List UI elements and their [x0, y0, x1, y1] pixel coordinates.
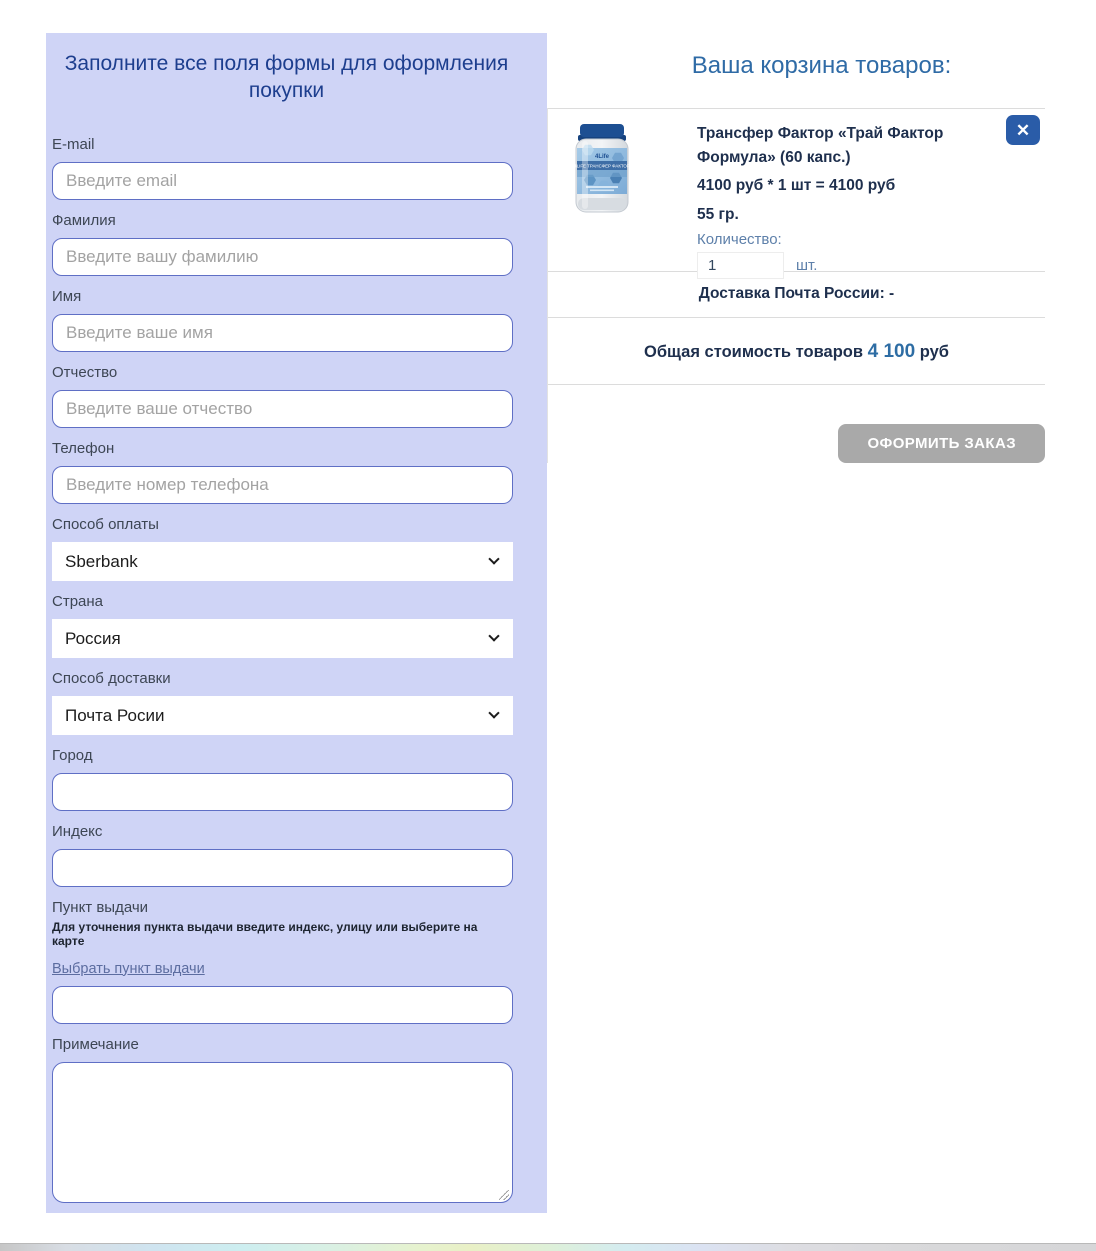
form-title: Заполните все поля формы для оформления покупки	[64, 52, 509, 103]
country-select[interactable]	[52, 619, 513, 658]
checkout-form-panel	[46, 33, 547, 1213]
cart-total-row	[548, 317, 1045, 384]
lastname-field-group	[52, 212, 513, 276]
svg-text:4Life: 4Life	[594, 154, 610, 160]
svg-text:4LIFE ТРАНСФЕР ФАКТОР: 4LIFE ТРАНСФЕР ФАКТОР	[574, 163, 630, 169]
total-label: Общая стоимость товаров	[644, 343, 863, 361]
patronymic-label: Отчество	[52, 363, 118, 381]
city-label: Город	[52, 746, 93, 764]
quantity-row	[697, 252, 977, 279]
note-label: Примечание	[52, 1035, 139, 1053]
cart-item-row	[548, 108, 1045, 274]
cart-item-info	[697, 122, 977, 279]
city-field[interactable]	[52, 773, 513, 811]
pickup-label: Пункт выдачи	[52, 898, 149, 916]
zip-field-group	[52, 823, 513, 887]
quantity-label: Количество:	[697, 231, 782, 248]
note-field-group	[52, 1036, 513, 1208]
phone-label: Телефон	[52, 439, 115, 457]
firstname-label: Имя	[52, 287, 82, 305]
lastname-label: Фамилия	[52, 211, 116, 229]
firstname-field-group	[52, 288, 513, 352]
pickup-point-link[interactable]: Выбрать пункт выдачи	[52, 960, 205, 977]
payment-select[interactable]	[52, 542, 513, 581]
pickup-hint: Для уточнения пункта выдачи введите индекс, улицу или выберите на карте	[52, 919, 478, 948]
lastname-field[interactable]	[52, 238, 513, 276]
payment-label: Способ оплаты	[52, 515, 159, 533]
quantity-unit: шт.	[796, 257, 818, 274]
product-weight: 55 гр.	[697, 206, 739, 223]
total-currency: руб	[919, 343, 949, 361]
shipping-field-group	[52, 670, 513, 735]
pickup-field-group	[52, 899, 513, 1024]
shipping-select[interactable]	[52, 696, 513, 735]
phone-field-group	[52, 440, 513, 504]
delivery-status: Доставка Почта России: -	[548, 271, 1045, 317]
email-field[interactable]	[52, 162, 513, 200]
phone-field[interactable]	[52, 466, 513, 504]
quantity-input[interactable]	[697, 252, 784, 279]
cart-body	[547, 108, 1045, 463]
remove-item-button[interactable]	[1006, 115, 1040, 145]
order-button-row	[548, 384, 1045, 463]
product-image	[566, 122, 638, 216]
close-icon: ✕	[1015, 120, 1031, 140]
cart-title: Ваша корзина товаров:	[691, 52, 952, 79]
total-value: 4 100	[867, 341, 916, 362]
patronymic-field-group	[52, 364, 513, 428]
payment-field-group	[52, 516, 513, 581]
note-textarea[interactable]	[52, 1062, 513, 1203]
product-price-line: 4100 руб * 1 шт = 4100 руб	[697, 177, 896, 194]
email-field-group	[52, 136, 513, 200]
firstname-field[interactable]	[52, 314, 513, 352]
city-field-group	[52, 747, 513, 811]
footer-gradient-strip	[0, 1243, 1096, 1251]
zip-field[interactable]	[52, 849, 513, 887]
country-field-group	[52, 593, 513, 658]
cart-panel	[547, 0, 1096, 463]
pickup-field[interactable]	[52, 986, 513, 1024]
zip-label: Индекс	[52, 822, 103, 840]
submit-order-button[interactable]: ОФОРМИТЬ ЗАКАЗ	[838, 424, 1045, 463]
email-label: E-mail	[52, 135, 95, 153]
product-name: Трансфер Фактор «Трай Фактор Формула» (60 капс.)	[697, 125, 944, 166]
country-label: Страна	[52, 592, 104, 610]
shipping-label: Способ доставки	[52, 669, 171, 687]
patronymic-field[interactable]	[52, 390, 513, 428]
